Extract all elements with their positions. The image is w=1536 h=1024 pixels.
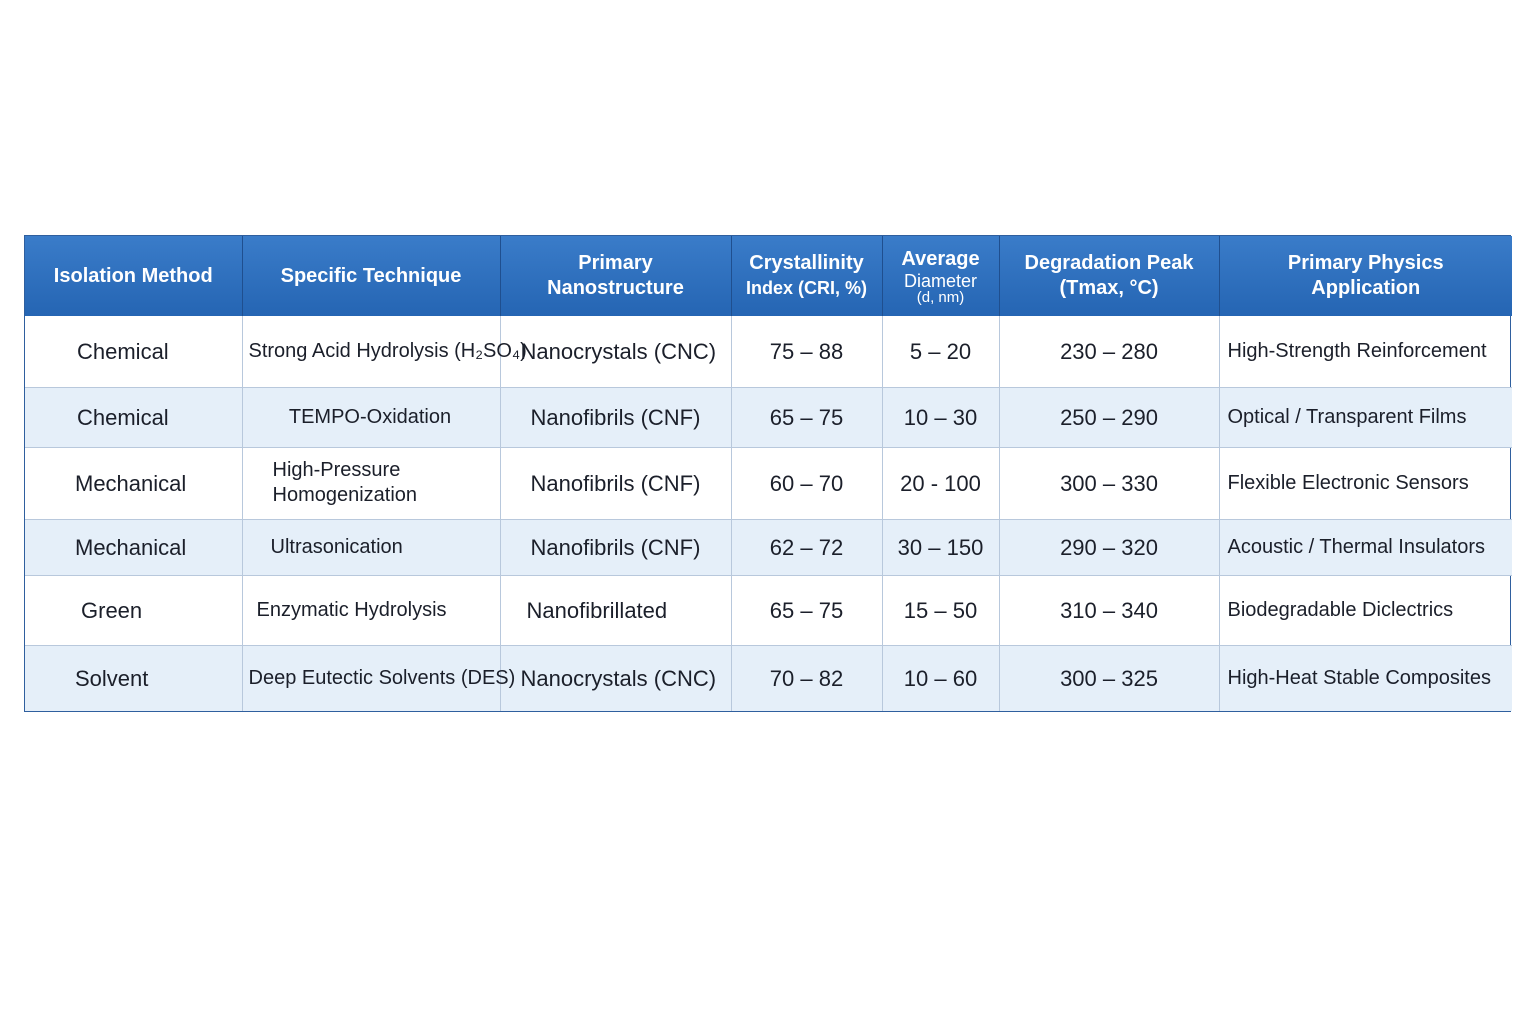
cell-application: High-Heat Stable Composites xyxy=(1227,666,1491,689)
table-row xyxy=(25,575,1512,645)
header-line: (d, nm) xyxy=(916,288,965,306)
header-line: Primary Physics xyxy=(1287,252,1444,274)
header-specific-technique xyxy=(242,236,500,316)
header-line: Index (CRI, %) xyxy=(745,278,867,298)
cell-technique: Strong Acid Hydrolysis (H₂SO₄) xyxy=(242,316,500,387)
cell-technique: Deep Eutectic Solvents (DES) xyxy=(242,645,500,711)
isolation-methods-table xyxy=(25,236,1512,711)
header-isolation-method xyxy=(25,236,242,316)
cell-application: High-Strength Reinforcement xyxy=(1219,316,1512,387)
table-row xyxy=(25,316,1512,387)
cell-application: Acoustic / Thermal Insulators xyxy=(1219,519,1512,575)
header-line: (Tmax, °C) xyxy=(1059,277,1159,299)
cell-application: Biodegradable Diclectrics xyxy=(1219,575,1512,645)
table-body xyxy=(25,316,1512,711)
cell-crystallinity: 62 – 72 xyxy=(731,519,882,575)
cell-technique: Ultrasonication xyxy=(242,519,500,575)
cell-application: Flexible Electronic Sensors xyxy=(1219,447,1512,519)
cell-diameter: 5 – 20 xyxy=(882,316,999,387)
header-line: Crystallinity xyxy=(749,252,864,274)
table-header xyxy=(25,236,1512,316)
header-primary-physics-application xyxy=(1219,236,1512,316)
cell-nanostructure: Nanofibrils (CNF) xyxy=(500,447,731,519)
cell-crystallinity: 60 – 70 xyxy=(731,447,882,519)
header-line: Application xyxy=(1311,277,1421,299)
cell-application: Optical / Transparent Films xyxy=(1219,387,1512,447)
table-row xyxy=(25,447,1512,519)
cell-method: Chemical xyxy=(25,387,242,447)
header-average-diameter xyxy=(882,236,999,316)
cell-crystallinity: 75 – 88 xyxy=(731,316,882,387)
cell-nanostructure: Nanocrystals (CNC) xyxy=(500,316,731,387)
cell-method: Mechanical xyxy=(25,447,242,519)
cell-nanostructure: Nanofibrillated xyxy=(500,575,731,645)
cell-diameter: 20 - 100 xyxy=(882,447,999,519)
table-row xyxy=(25,519,1512,575)
cell-degradation: 310 – 340 xyxy=(999,575,1219,645)
cell-degradation: 230 – 280 xyxy=(999,316,1219,387)
header-line: Degradation Peak xyxy=(1024,252,1194,274)
header-row xyxy=(25,236,1512,316)
cell-method: Solvent xyxy=(25,645,242,711)
cell-degradation: 250 – 290 xyxy=(999,387,1219,447)
header-line: Nanostructure xyxy=(547,277,684,299)
cell-technique: Enzymatic Hydrolysis xyxy=(242,575,500,645)
cell-crystallinity: 65 – 75 xyxy=(731,387,882,447)
cell-diameter: 30 – 150 xyxy=(882,519,999,575)
cell-nanostructure: Nanofibrils (CNF) xyxy=(500,519,731,575)
cell-method: Chemical xyxy=(25,316,242,387)
cell-crystallinity: 70 – 82 xyxy=(731,645,882,711)
header-line: Diameter xyxy=(903,270,978,291)
cell-degradation: 290 – 320 xyxy=(999,519,1219,575)
header-line: Specific Technique xyxy=(280,264,462,287)
header-line: Primary xyxy=(578,252,653,274)
header-crystallinity-index xyxy=(731,236,882,316)
cell-diameter: 10 – 60 xyxy=(882,645,999,711)
cell-degradation: 300 – 330 xyxy=(999,447,1219,519)
cell-method: Green xyxy=(25,575,242,645)
cell-crystallinity: 65 – 75 xyxy=(731,575,882,645)
data-table-container xyxy=(24,235,1511,712)
header-degradation-peak xyxy=(999,236,1219,316)
cell-technique: TEMPO-Oxidation xyxy=(242,387,500,447)
table-row xyxy=(25,387,1512,447)
header-primary-nanostructure xyxy=(500,236,731,316)
cell-diameter: 15 – 50 xyxy=(882,575,999,645)
table-row xyxy=(25,645,1512,711)
cell-method: Mechanical xyxy=(25,519,242,575)
cell-degradation: 300 – 325 xyxy=(999,645,1219,711)
cell-nanostructure: Nanocrystals (CNC) xyxy=(500,645,731,711)
header-line: Average xyxy=(901,247,980,270)
cell-technique: High-Pressure Homogenization xyxy=(242,447,500,519)
header-line: Isolation Method xyxy=(53,264,213,287)
cell-nanostructure: Nanofibrils (CNF) xyxy=(500,387,731,447)
cell-diameter: 10 – 30 xyxy=(882,387,999,447)
